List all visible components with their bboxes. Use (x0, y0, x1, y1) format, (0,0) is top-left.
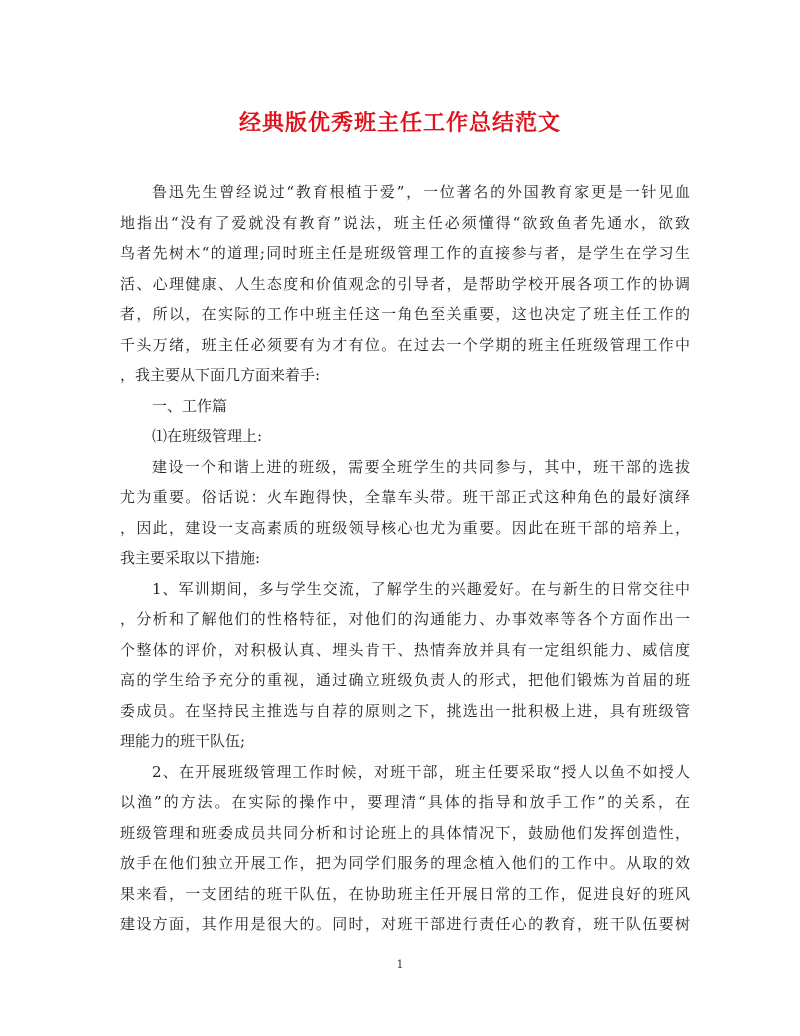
text-line: 理能力的班干队伍; (120, 732, 246, 750)
text-line: 尤为重要。俗话说：火车跑得快，全靠车头带。班干部正式这种角色的最好演绎 (120, 488, 690, 506)
text-line: 建设一个和谐上进的班级，需要全班学生的共同参与，其中，班干部的选拔 (152, 457, 690, 476)
text-line: 建设方面，其作用是很大的。同时，对班干部进行责任心的教育，班干队伍要树 (120, 915, 690, 933)
text-line: ⑴在班级管理上: (152, 427, 263, 445)
text-line: 个整体的评价，对积极认真、埋头肯干、热情奔放并具有一定组织能力、威信度 (120, 640, 690, 659)
text-line: 一、工作篇 (152, 396, 228, 415)
text-line: 1、军训期间，多与学生交流，了解学生的兴趣爱好。在与新生的日常交往中 (152, 579, 690, 598)
document-title: 经典版优秀班主任工作总结范文 (238, 110, 561, 136)
text-line: 地指出“没有了爱就没有教育”说法，班主任必须懂得“欲致鱼者先通水，欲致 (120, 213, 690, 232)
page-number: 1 (396, 958, 404, 971)
text-line: ，因此，建设一支高素质的班级领导核心也尤为重要。因此在班干部的培养上， (120, 518, 690, 537)
text-line: 千头万绪，班主任必须要有为才有位。在过去一个学期的班主任班级管理工作中 (120, 335, 690, 354)
text-line: 鸟者先树木“的道理;同时班主任是班级管理工作的直接参与者，是学生在学习生 (120, 244, 690, 262)
text-line: 活、心理健康、人生态度和价值观念的引导者，是帮助学校开展各项工作的协调 (120, 274, 690, 293)
document-body (120, 177, 690, 940)
text-line: ，分析和了解他们的性格特征，对他们的沟通能力、办事效率等各个方面作出一 (120, 610, 690, 628)
text-line: 以渔”的方法。在实际的操作中，要理清“具体的指导和放手工作”的关系，在 (120, 793, 690, 811)
text-line: 鲁迅先生曾经说过“教育根植于爱”，一位著名的外国教育家更是一针见血 (152, 183, 690, 201)
text-line: 班级管理和班委成员共同分析和讨论班上的具体情况下，鼓励他们发挥创造性， (120, 823, 690, 842)
text-line: ，我主要从下面几方面来着手: (120, 366, 321, 384)
text-line: 者，所以，在实际的工作中班主任这一角色至关重要，这也决定了班主任工作的 (120, 305, 690, 323)
text-line: 高的学生给予充分的重视，通过确立班级负责人的形式，把他们锻炼为首届的班 (120, 671, 690, 689)
text-line: 我主要采取以下措施: (120, 549, 261, 567)
text-line: 放手在他们独立开展工作，把为同学们服务的理念植入他们的工作中。从取的效 (120, 854, 690, 872)
text-line: 2、在开展班级管理工作时候，对班干部，班主任要采取“授人以鱼不如授人 (152, 762, 690, 781)
text-line: 果来看，一支团结的班干队伍，在协助班主任开展日常的工作，促进良好的班风 (120, 884, 690, 903)
text-line: 委成员。在坚持民主推选与自荐的原则之下，挑选出一批积极上进，具有班级管 (120, 701, 690, 720)
